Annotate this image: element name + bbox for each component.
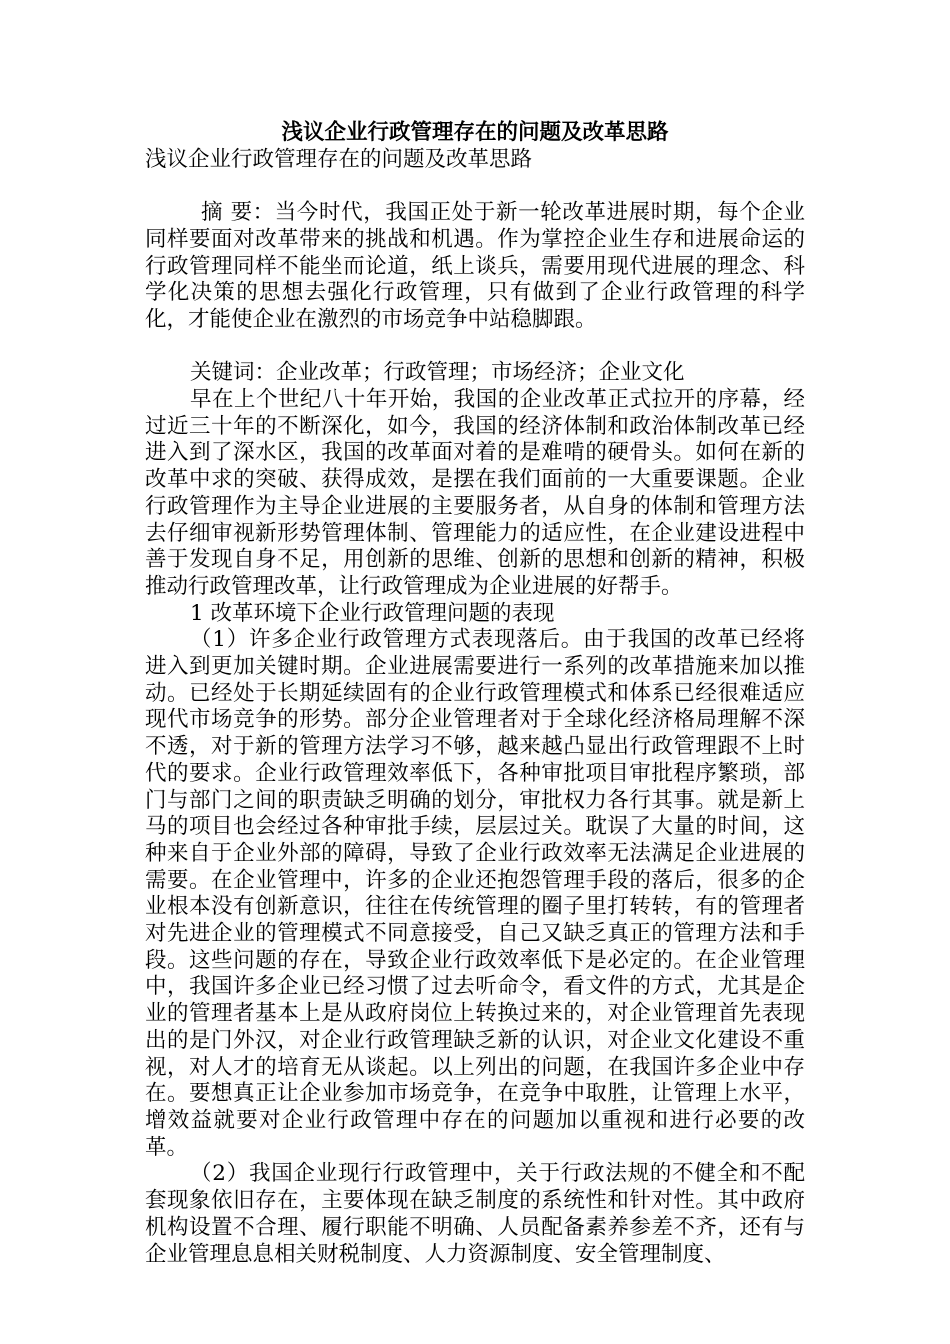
- item-1-paragraph: （1）许多企业行政管理方式表现落后。由于我国的改革已经将进入到更加关键时期。企业进展需要进行一系列的改革措施来加以推动。已经处于长期延续固有的企业行政管理模式和体系已经很难适应现代市场竞争的形势。部分企业管理者对于全球化经济格局理解不深不透，对于新的管理方法学习不够，越来越凸显出行政管理跟不上时代的要求。企业行政管理效率低下，各种审批项目审批程序繁琐，部门与部门之间的职责缺乏明确的划分，审批权力各行其事。就是新上马的项目也会经过各种审批手续，层层过关。耽误了大量的时间，这种来自于企业外部的障碍，导致了企业行政效率无法满足企业进展的需要。在企业管理中，许多的企业还抱怨管理手段的落后，很多的企业根本没有创新意识，往往在传统管理的圈子里打转转，有的管理者对先进企业的管理模式不同意接受，自己又缺乏真正的管理方法和手段。这些问题的存在，导致企业行政效率低下是必定的。在企业管理中，我国许多企业已经习惯了过去听命令，看文件的方式，尤其是企业的管理者基本上是从政府岗位上转换过来的，对企业管理首先表现出的是门外汉，对企业行政管理缺乏新的认识，对企业文化建设不重视，对人才的培育无从谈起。以上列出的问题，在我国许多企业中存在。要想真正让企业参加市场竞争，在竞争中取胜，让管理上水平，增效益就要对企业行政管理中存在的问题加以重视和进行必要的改革。: [145, 627, 805, 1160]
- document-subtitle: 浅议企业行政管理存在的问题及改革思路: [145, 146, 533, 172]
- document-title: 浅议企业行政管理存在的问题及改革思路: [281, 120, 669, 145]
- blank-line: [145, 334, 805, 361]
- document-page: [145, 120, 805, 1268]
- keywords-line: 关键词：企业改革；行政管理；市场经济；企业文化: [190, 360, 685, 386]
- section-heading: 1 改革环境下企业行政管理问题的表现: [190, 600, 555, 626]
- intro-paragraph: 早在上个世纪八十年开始，我国的企业改革正式拉开的序幕，经过近三十年的不断深化，如今，我国的经济体制和政治体制改革已经进入到了深水区，我国的改革面对着的是难啃的硬骨头。如何在新的改革中求的突破、获得成效，是摆在我们面前的一大重要课题。企业行政管理作为主导企业进展的主要服务者，从自身的体制和管理方法去仔细审视新形势管理体制、管理能力的适应性，在企业建设进程中善于发现自身不足，用创新的思维、创新的思想和创新的精神，积极推动行政管理改革，让行政管理成为企业进展的好帮手。: [145, 387, 805, 599]
- blank-line: [145, 173, 805, 200]
- item-2-paragraph: （2）我国企业现行行政管理中，关于行政法规的不健全和不配套现象依旧存在，主要体现在缺乏制度的系统性和针对性。其中政府机构设置不合理、履行职能不明确、人员配备素养参差不齐，还有与企业管理息息相关财税制度、人力资源制度、安全管理制度、: [145, 1161, 805, 1267]
- abstract-paragraph: 摘 要：当今时代，我国正处于新一轮改革进展时期，每个企业同样要面对改革带来的挑战和机遇。作为掌控企业生存和进展命运的行政管理同样不能坐而论道，纸上谈兵，需要用现代进展的理念、科学化决策的思想去强化行政管理，只有做到了企业行政管理的科学化，才能使企业在激烈的市场竞争中站稳脚跟。: [145, 200, 805, 332]
